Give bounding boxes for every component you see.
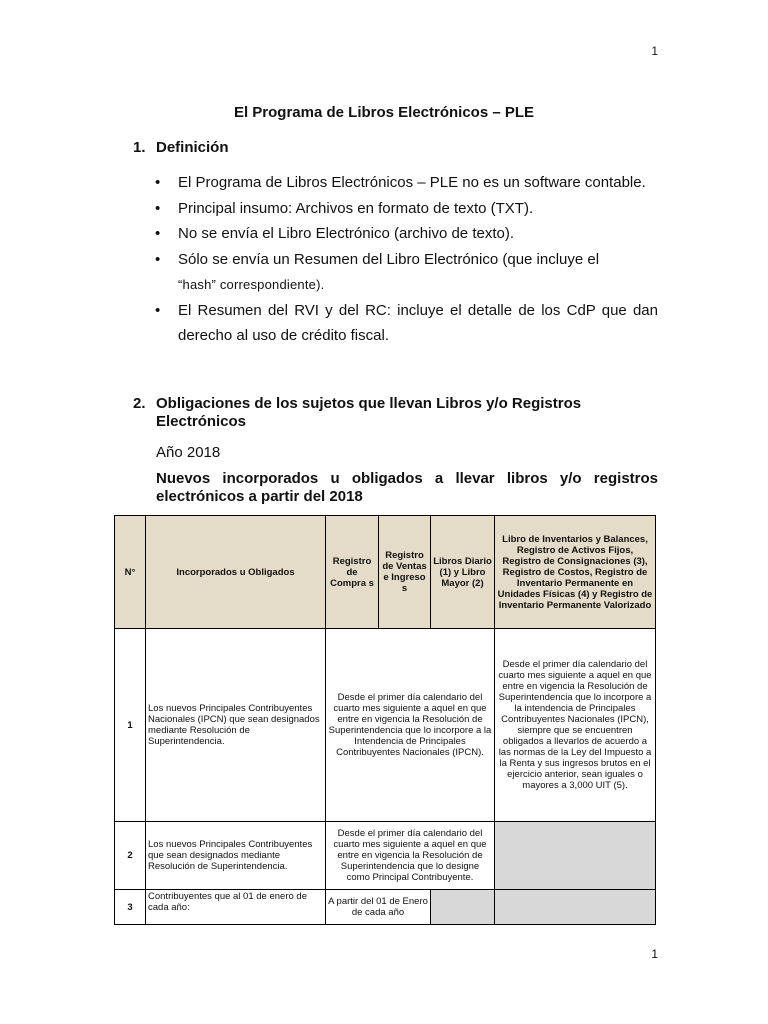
list-item-text: Sólo se envía un Resumen del Libro Electrónico (que incluye el bbox=[178, 250, 600, 268]
list-item: • El Resumen del RVI y del RC: incluye el detalle de los CdP que dan derecho al uso de crédito fiscal. bbox=[178, 298, 658, 349]
section-1-number: 1. bbox=[133, 139, 146, 156]
table-header-row bbox=[115, 516, 656, 629]
table-row bbox=[115, 822, 656, 890]
list-item: • El Programa de Libros Electrónicos – PLE no es un software contable. bbox=[178, 170, 658, 196]
section-1-title: Definición bbox=[156, 139, 229, 156]
row-number: 1 bbox=[115, 629, 146, 822]
row-obligados: Contribuyentes que al 01 de enero de cada año: bbox=[146, 890, 326, 925]
page-number-bottom: 1 bbox=[651, 947, 658, 961]
row-obligados: Los nuevos Principales Contribuyentes que sean designados mediante Resolución de Superintendencia. bbox=[146, 822, 326, 890]
page-number-top: 1 bbox=[651, 44, 658, 58]
header-n: N° bbox=[115, 516, 146, 629]
row-diario-empty bbox=[431, 890, 495, 925]
year-label: Año 2018 bbox=[156, 444, 221, 461]
row-inventarios-empty bbox=[495, 822, 656, 890]
header-libro-inventarios: Libro de Inventarios y Balances, Registro de Activos Fijos, Registro de Consignaciones (3), Registro de Costos, Registro de Inventario Permanente en Unidades Físicas (4) y Registro de Inventario Permanente Valorizado bbox=[495, 516, 656, 629]
header-registro-compras: Registro de Compra s bbox=[326, 516, 379, 629]
header-registro-ventas: Registro de Ventas e Ingreso s bbox=[379, 516, 431, 629]
section-2-title: Obligaciones de los sujetos que llevan Libros y/o Registros Electrónicos bbox=[156, 395, 582, 430]
document-title: El Programa de Libros Electrónicos – PLE bbox=[233, 104, 535, 121]
list-item: • Principal insumo: Archivos en formato de texto (TXT). bbox=[178, 196, 658, 222]
row-registros: Desde el primer día calendario del cuarto mes siguiente a aquel en que entre en vigencia la Resolución de Superintendencia que lo designe como Principal Contribuyente. bbox=[326, 822, 495, 890]
table-subheading: Nuevos incorporados u obligados a llevar libros y/o registros electrónicos a partir del 2018 bbox=[156, 470, 658, 505]
row-registros: A partir del 01 de Enero de cada año bbox=[326, 890, 431, 925]
table-row bbox=[115, 629, 656, 822]
list-item bbox=[178, 247, 658, 298]
row-number: 3 bbox=[115, 890, 146, 925]
list-item-continuation: “hash” correspondiente). bbox=[178, 277, 325, 292]
header-libro-diario-mayor: Libros Diario (1) y Libro Mayor (2) bbox=[431, 516, 495, 629]
row-number: 2 bbox=[115, 822, 146, 890]
row-registros: Desde el primer día calendario del cuarto mes siguiente a aquel en que entre en vigencia la Resolución de Superintendencia que lo incorpore a la Intendencia de Principales Contribuyentes Nacionales (IPCN). bbox=[326, 629, 495, 822]
row-inventarios-empty bbox=[495, 890, 656, 925]
definition-list bbox=[178, 170, 658, 349]
list-item: • No se envía el Libro Electrónico (archivo de texto). bbox=[178, 221, 658, 247]
header-obligados: Incorporados u Obligados bbox=[146, 516, 326, 629]
obligations-table bbox=[114, 515, 656, 925]
row-inventarios: Desde el primer día calendario del cuarto mes siguiente a aquel en que entre en vigencia la Resolución de Superintendencia que lo incorpore a la intendencia de Principales Contribuyentes Nacionales (IPCN), siempre que se encuentren obligados a llevarlos de acuerdo a las normas de la Ley del Impuesto a la Renta y sus ingresos brutos en el ejercicio anterior, sean iguales o mayores a 3,000 UIT (5). bbox=[495, 629, 656, 822]
table-row bbox=[115, 890, 656, 925]
row-obligados: Los nuevos Principales Contribuyentes Nacionales (IPCN) que sean designados mediante Resolución de Superintendencia. bbox=[146, 629, 326, 822]
section-2-number: 2. bbox=[133, 395, 146, 412]
